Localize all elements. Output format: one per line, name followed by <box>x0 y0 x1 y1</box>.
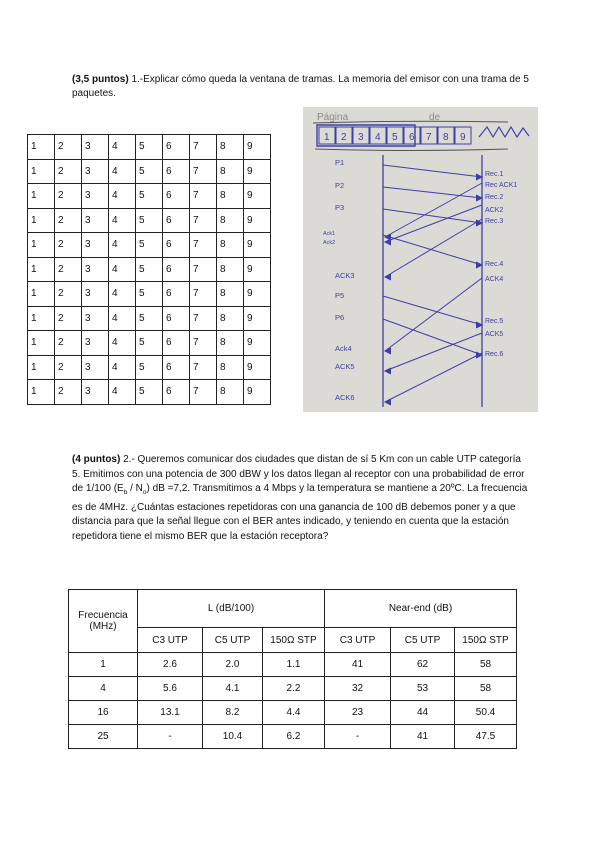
frame-row <box>28 306 271 331</box>
receiver-label: Rec.5 <box>485 318 504 325</box>
receiver-label: Rec.6 <box>485 351 504 358</box>
frame-cell: 5 <box>136 135 163 160</box>
frame-cell: 1 <box>28 331 55 356</box>
frame-cell: 4 <box>109 380 136 405</box>
frame-row <box>28 208 271 233</box>
eb-subscript: b <box>123 489 128 496</box>
question-1-points: (3,5 puntos) <box>72 74 129 85</box>
frame-cell: 9 <box>244 282 271 307</box>
frame-cell: 7 <box>190 380 217 405</box>
frame-cell: 5 <box>136 159 163 184</box>
frame-cell: 1 <box>28 135 55 160</box>
value-cell: 23 <box>325 701 391 725</box>
handwritten-diagram-photo <box>303 107 538 412</box>
frame-cell: 2 <box>55 306 82 331</box>
column-subheader: 150Ω STP <box>455 628 517 653</box>
frame-cell: 9 <box>244 184 271 209</box>
frame-row <box>28 159 271 184</box>
table-row <box>69 725 517 749</box>
frame-cell: 2 <box>55 257 82 282</box>
window-number: 7 <box>426 132 432 143</box>
receiver-label: Rec.2 <box>485 194 504 201</box>
frame-cell: 3 <box>82 380 109 405</box>
frame-cell: 6 <box>163 380 190 405</box>
sketch-page-label: Página <box>317 112 349 123</box>
frame-cell: 7 <box>190 331 217 356</box>
receiver-label: ACK2 <box>485 207 504 214</box>
value-cell: 53 <box>391 677 455 701</box>
near-end-group-header: Near-end (dB) <box>325 590 517 628</box>
frame-cell: 4 <box>109 331 136 356</box>
frame-cell: 9 <box>244 306 271 331</box>
frame-cell: 6 <box>163 355 190 380</box>
frame-cell: 9 <box>244 135 271 160</box>
frame-cell: 6 <box>163 184 190 209</box>
frame-cell: 8 <box>217 184 244 209</box>
frame-cell: 2 <box>55 331 82 356</box>
frame-row <box>28 355 271 380</box>
frame-cell: 9 <box>244 257 271 282</box>
column-subheader: C3 UTP <box>138 628 203 653</box>
frame-cell: 7 <box>190 208 217 233</box>
question-2-text-b: ) dB =7,2. Transmitimos a 4 Mbps y la temperatura se mantiene a 20ºC. La frecuencia es de 4MHz. ¿Cuántas estaciones repetidoras con una ganancia de 100 dB debemos poner y a que distancia para que la señal llegue con el BER antes indicado, y teniendo en cuenta que la estación repetidora tiene el mismo BER que la estación receptora? <box>72 483 528 542</box>
receiver-label: Rec.4 <box>485 261 504 268</box>
frequency-header: Frecuencia (MHz) <box>69 590 138 653</box>
window-number: 6 <box>409 132 415 143</box>
frame-cell: 8 <box>217 159 244 184</box>
frame-cell: 4 <box>109 208 136 233</box>
frame-row <box>28 331 271 356</box>
frequency-cell: 16 <box>69 701 138 725</box>
value-cell: 1.1 <box>263 653 325 677</box>
frame-cell: 6 <box>163 331 190 356</box>
frame-cell: 7 <box>190 135 217 160</box>
frame-cell: 2 <box>55 380 82 405</box>
frame-cell: 5 <box>136 208 163 233</box>
sender-label: ACK6 <box>335 393 355 402</box>
frame-cell: 3 <box>82 233 109 258</box>
sequence-diagram-sketch <box>303 107 538 412</box>
frame-cell: 6 <box>163 306 190 331</box>
frame-cell: 8 <box>217 355 244 380</box>
question-2-points: (4 puntos) <box>72 454 121 465</box>
window-number: 2 <box>341 132 347 143</box>
frame-cell: 5 <box>136 380 163 405</box>
frame-cell: 4 <box>109 135 136 160</box>
frame-cell: 3 <box>82 208 109 233</box>
frame-cell: 7 <box>190 306 217 331</box>
frame-cell: 9 <box>244 331 271 356</box>
window-number: 5 <box>392 132 398 143</box>
frame-cell: 8 <box>217 306 244 331</box>
frame-cell: 5 <box>136 257 163 282</box>
value-cell: - <box>325 725 391 749</box>
sender-label: Ack2 <box>323 240 336 246</box>
frame-cell: 9 <box>244 380 271 405</box>
frame-cell: 8 <box>217 257 244 282</box>
value-cell: 47.5 <box>455 725 517 749</box>
window-number: 1 <box>324 132 330 143</box>
value-cell: 2.2 <box>263 677 325 701</box>
frame-cell: 7 <box>190 257 217 282</box>
frame-cell: 9 <box>244 159 271 184</box>
frame-cell: 5 <box>136 331 163 356</box>
frame-cell: 2 <box>55 233 82 258</box>
frame-cell: 6 <box>163 159 190 184</box>
frame-cell: 1 <box>28 380 55 405</box>
frame-cell: 1 <box>28 184 55 209</box>
value-cell: 8.2 <box>203 701 263 725</box>
frame-cell: 7 <box>190 355 217 380</box>
frame-cell: 8 <box>217 331 244 356</box>
window-number: 4 <box>375 132 381 143</box>
sender-label: P6 <box>335 313 345 322</box>
table-row <box>69 653 517 677</box>
frame-cell: 2 <box>55 282 82 307</box>
frame-cell: 4 <box>109 355 136 380</box>
frame-cell: 6 <box>163 135 190 160</box>
value-cell: 6.2 <box>263 725 325 749</box>
frame-cell: 7 <box>190 282 217 307</box>
question-1-text: 1.-Explicar cómo queda la ventana de tramas. La memoria del emisor con una trama de 5 paquetes. <box>72 74 529 99</box>
frame-cell: 2 <box>55 159 82 184</box>
frequency-cell: 1 <box>69 653 138 677</box>
value-cell: - <box>138 725 203 749</box>
frame-row <box>28 380 271 405</box>
value-cell: 10.4 <box>203 725 263 749</box>
frame-cell: 1 <box>28 159 55 184</box>
sketch-de-label: de <box>429 112 441 123</box>
frame-cell: 6 <box>163 233 190 258</box>
value-cell: 41 <box>391 725 455 749</box>
receiver-label: Rec ACK1 <box>485 182 518 189</box>
frame-cell: 4 <box>109 184 136 209</box>
frame-cell: 1 <box>28 208 55 233</box>
frame-cell: 7 <box>190 184 217 209</box>
frame-row <box>28 257 271 282</box>
sender-label: ACK5 <box>335 362 355 371</box>
frame-cell: 2 <box>55 208 82 233</box>
frame-cell: 8 <box>217 208 244 233</box>
frame-row <box>28 282 271 307</box>
frame-cell: 3 <box>82 331 109 356</box>
frame-cell: 4 <box>109 159 136 184</box>
frame-cell: 5 <box>136 306 163 331</box>
value-cell: 4.1 <box>203 677 263 701</box>
column-subheader: C5 UTP <box>391 628 455 653</box>
receiver-label: ACK4 <box>485 276 504 283</box>
frequency-cell: 4 <box>69 677 138 701</box>
frame-window-table <box>27 134 271 405</box>
frame-cell: 4 <box>109 306 136 331</box>
frame-cell: 5 <box>136 355 163 380</box>
value-cell: 58 <box>455 677 517 701</box>
frame-cell: 9 <box>244 355 271 380</box>
table-row <box>69 677 517 701</box>
column-subheader: C3 UTP <box>325 628 391 653</box>
frame-cell: 2 <box>55 135 82 160</box>
sender-label: Ack1 <box>323 231 336 237</box>
sender-label: P5 <box>335 291 345 300</box>
value-cell: 41 <box>325 653 391 677</box>
frame-cell: 7 <box>190 233 217 258</box>
question-2-slash: / N <box>127 483 143 494</box>
frame-cell: 3 <box>82 306 109 331</box>
frame-cell: 5 <box>136 233 163 258</box>
frame-cell: 8 <box>217 135 244 160</box>
frame-cell: 9 <box>244 233 271 258</box>
attenuation-group-header: L (dB/100) <box>138 590 325 628</box>
sender-label: ACK3 <box>335 271 355 280</box>
value-cell: 58 <box>455 653 517 677</box>
value-cell: 32 <box>325 677 391 701</box>
value-cell: 4.4 <box>263 701 325 725</box>
frame-cell: 8 <box>217 380 244 405</box>
question-2 <box>72 453 532 544</box>
frame-cell: 1 <box>28 306 55 331</box>
receiver-label: ACK5 <box>485 331 504 338</box>
receiver-label: Rec.1 <box>485 171 504 178</box>
frame-cell: 8 <box>217 282 244 307</box>
value-cell: 5.6 <box>138 677 203 701</box>
frame-row <box>28 233 271 258</box>
frame-row <box>28 135 271 160</box>
table-row <box>69 701 517 725</box>
value-cell: 13.1 <box>138 701 203 725</box>
column-subheader: 150Ω STP <box>263 628 325 653</box>
value-cell: 62 <box>391 653 455 677</box>
frame-cell: 1 <box>28 355 55 380</box>
frame-cell: 2 <box>55 355 82 380</box>
window-number: 9 <box>460 132 466 143</box>
frame-cell: 5 <box>136 184 163 209</box>
value-cell: 2.0 <box>203 653 263 677</box>
frame-cell: 3 <box>82 257 109 282</box>
frame-cell: 6 <box>163 282 190 307</box>
frame-cell: 3 <box>82 184 109 209</box>
value-cell: 2.6 <box>138 653 203 677</box>
frame-cell: 5 <box>136 282 163 307</box>
frame-cell: 1 <box>28 233 55 258</box>
receiver-label: Rec.3 <box>485 218 504 225</box>
sender-label: P3 <box>335 203 345 212</box>
frame-cell: 1 <box>28 257 55 282</box>
column-subheader: C5 UTP <box>203 628 263 653</box>
question-1 <box>72 73 542 101</box>
frame-cell: 9 <box>244 208 271 233</box>
frame-row <box>28 184 271 209</box>
sender-label: Ack4 <box>335 344 352 353</box>
no-subscript: o <box>142 489 147 496</box>
frame-cell: 7 <box>190 159 217 184</box>
attenuation-table <box>68 589 517 749</box>
frequency-cell: 25 <box>69 725 138 749</box>
frame-cell: 1 <box>28 282 55 307</box>
value-cell: 44 <box>391 701 455 725</box>
frame-cell: 3 <box>82 135 109 160</box>
sender-label: P2 <box>335 181 345 190</box>
frame-cell: 4 <box>109 233 136 258</box>
window-number: 8 <box>443 132 449 143</box>
window-number: 3 <box>358 132 364 143</box>
frame-cell: 6 <box>163 257 190 282</box>
frame-cell: 6 <box>163 208 190 233</box>
sender-label: P1 <box>335 158 345 167</box>
frame-cell: 3 <box>82 282 109 307</box>
value-cell: 50.4 <box>455 701 517 725</box>
question-2-text-a: 2.- Queremos comunicar dos ciudades que distan de sí 5 Km con un cable UTP categoría 5. Emitimos con una potencia de 300 dBW y los datos llegan al receptor con una probabilidad de error de 1/100 (E <box>72 454 525 494</box>
frame-cell: 4 <box>109 257 136 282</box>
frame-cell: 3 <box>82 159 109 184</box>
frame-cell: 2 <box>55 184 82 209</box>
frame-cell: 8 <box>217 233 244 258</box>
frame-cell: 3 <box>82 355 109 380</box>
frame-cell: 4 <box>109 282 136 307</box>
